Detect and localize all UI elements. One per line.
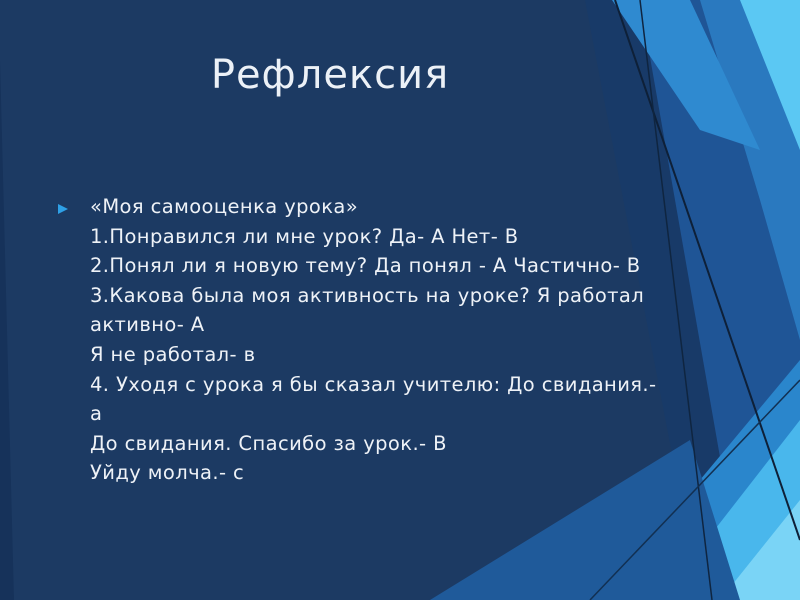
body-line: активно- А bbox=[90, 313, 205, 337]
body-line: Уйду молча.- с bbox=[90, 461, 245, 485]
body-line: 3.Какова была моя активность на уроке? Я работал bbox=[90, 283, 645, 307]
slide-body bbox=[90, 192, 730, 488]
body-line: 2.Понял ли я новую тему? Да понял - А Частично- В bbox=[90, 254, 641, 278]
bullet-arrow-icon bbox=[58, 204, 68, 214]
body-line: а bbox=[90, 402, 103, 426]
body-line: Я не работал- в bbox=[90, 342, 256, 366]
body-line: 1.Понравился ли мне урок? Да- А Нет- В bbox=[90, 224, 519, 248]
body-line: До свидания. Спасибо за урок.- В bbox=[90, 431, 447, 455]
body-line: «Моя самооценка урока» bbox=[90, 195, 359, 218]
slide-title: Рефлексия bbox=[210, 52, 450, 98]
body-line: 4. Уходя с урока я бы сказал учителю: До свидания.- bbox=[90, 372, 657, 396]
left-accent-shape bbox=[0, 60, 14, 600]
